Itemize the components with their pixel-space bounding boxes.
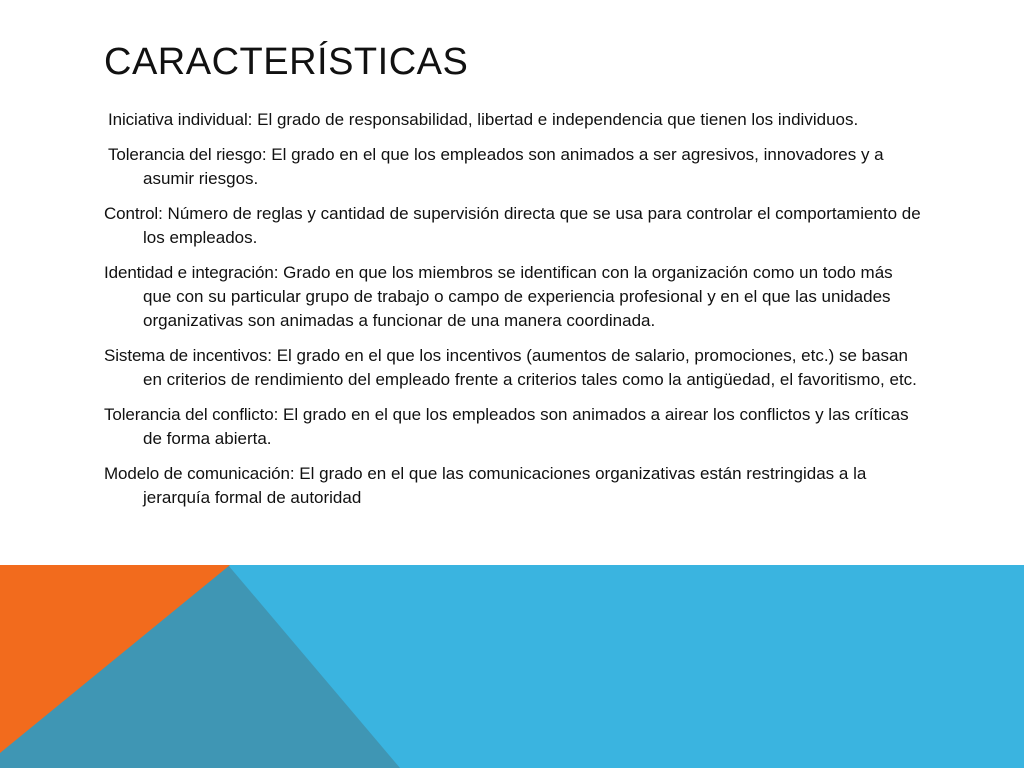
item-text: : Grado en que los miembros se identifican con la organización como un todo más que con su particular grupo de trabajo o campo de experiencia profesional y en el que las unidades organizativas son animadas a funcionar de una manera coordinada. (143, 263, 893, 330)
list-item (104, 202, 924, 250)
characteristics-list (104, 108, 924, 521)
item-term: Modelo de comunicación (104, 464, 290, 483)
item-text: : El grado en el que los incentivos (aumentos de salario, promociones, etc.) se basan en criterios de rendimiento del empleado frente a criterios tales como la antigüedad, el favoritismo, etc. (143, 346, 917, 389)
list-item (104, 261, 924, 333)
item-text: : El grado en el que los empleados son animados a ser agresivos, innovadores y a asumir riesgos. (143, 145, 884, 188)
item-text: : El grado en el que las comunicaciones organizativas están restringidas a la jerarquía formal de autoridad (143, 464, 867, 507)
slide-title: CARACTERÍSTICAS (104, 41, 469, 83)
list-item (104, 462, 924, 510)
decorative-footer-shapes (0, 565, 1024, 768)
item-term: Identidad e integración (104, 263, 274, 282)
list-item (104, 344, 924, 392)
list-item (104, 108, 924, 132)
item-text: : Número de reglas y cantidad de supervisión directa que se usa para controlar el comportamiento de los empleados. (143, 204, 921, 247)
list-item (104, 403, 924, 451)
item-text: : El grado de responsabilidad, libertad e independencia que tienen los individuos. (247, 110, 859, 129)
item-term: Control (104, 204, 159, 223)
list-item (104, 143, 924, 191)
item-text: : El grado en el que los empleados son animados a airear los conflictos y las críticas de forma abierta. (143, 405, 909, 448)
item-term: Tolerancia del conflicto (104, 405, 274, 424)
item-term: Sistema de incentivos (104, 346, 268, 365)
item-term: Tolerancia del riesgo (108, 145, 262, 164)
item-term: Iniciativa individual (108, 110, 248, 129)
